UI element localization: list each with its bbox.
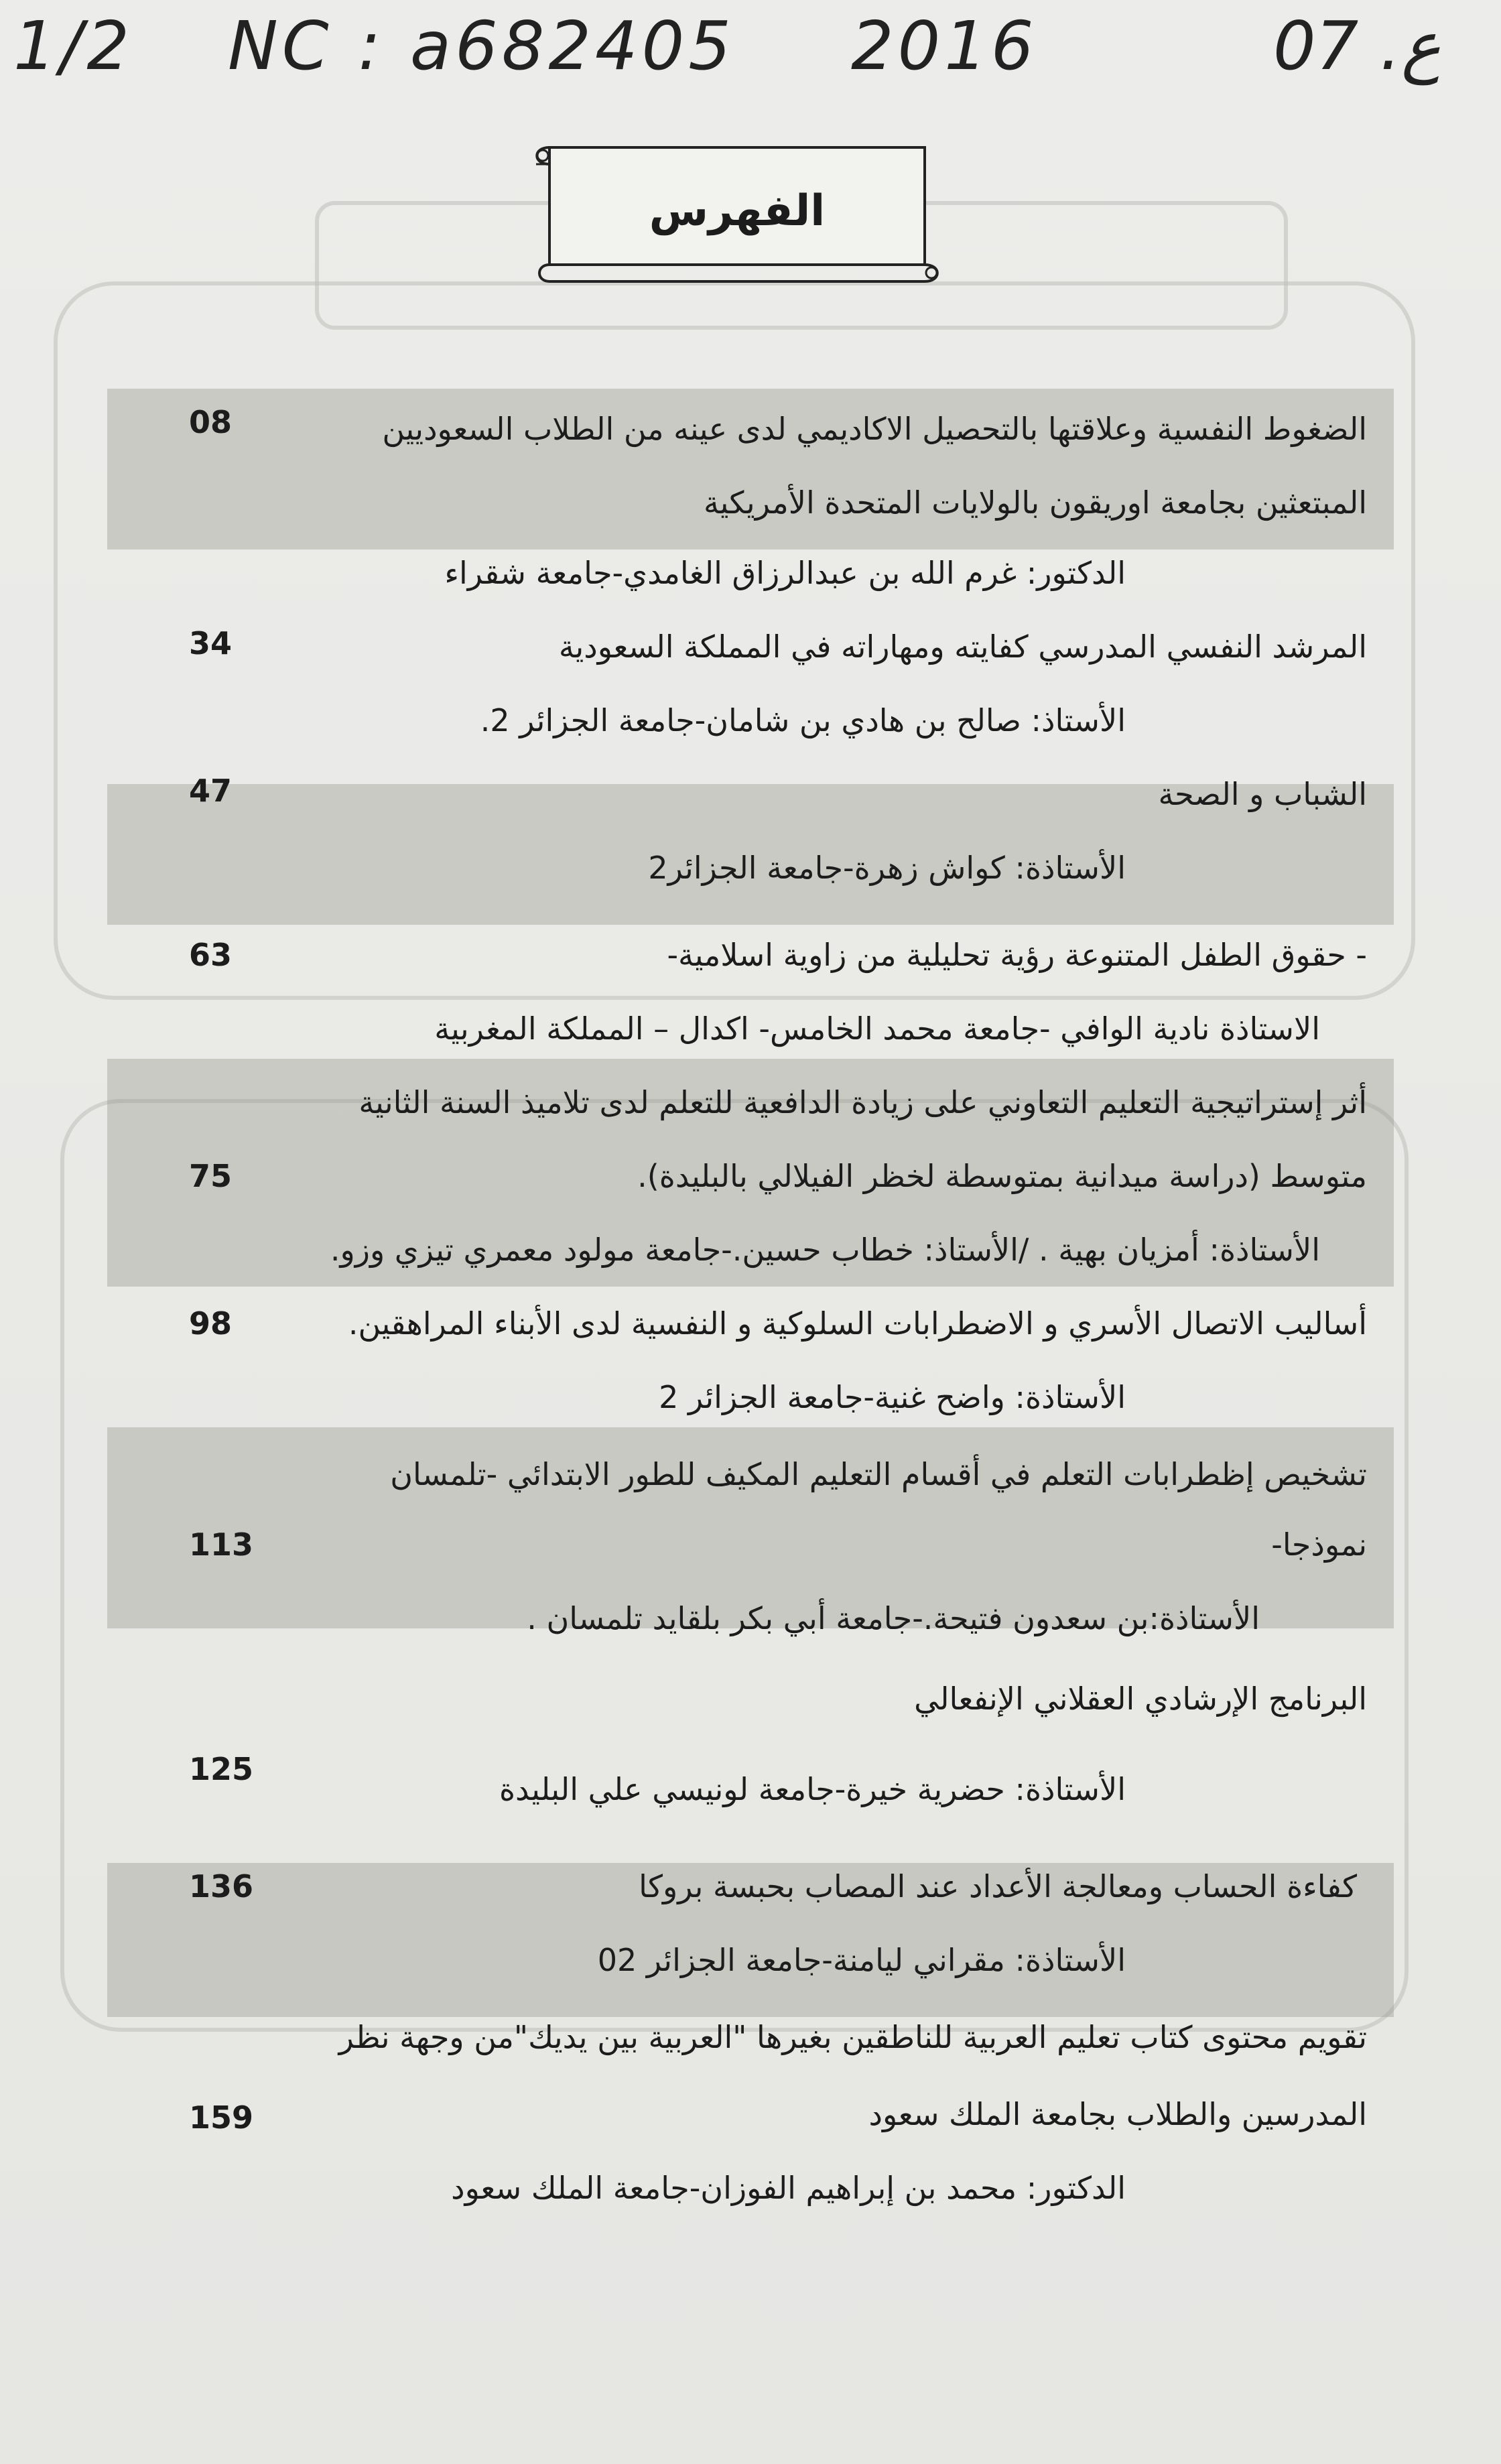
entry-title-line: متوسط (دراسة ميدانية بمتوسطة لخظر الفيلالي بالبليدة).	[637, 1158, 1367, 1194]
entry-page-number: 98	[189, 1305, 233, 1342]
entry-title-line: الضغوط النفسية وعلاقتها بالتحصيل الاكاديمي لدى عينه من الطلاب السعوديين	[382, 411, 1367, 447]
entry-author: الأستاذة: أمزيان بهية . /الأستاذ: خطاب حسين.-جامعة مولود معمري تيزي وزو.	[330, 1232, 1320, 1268]
entry-author: الأستاذة:بن سعدون فتيحة.-جامعة أبي بكر بلقايد تلمسان .	[527, 1600, 1260, 1636]
entry-page-number: 159	[189, 2099, 254, 2136]
handwritten-code: NC : a682405	[228, 7, 735, 85]
entry-title-line: تشخيص إظطرابات التعلم في أقسام التعليم المكيف للطور الابتدائي -تلمسان	[390, 1456, 1367, 1492]
handwritten-year: 2016	[851, 7, 1038, 85]
entry-page-number: 125	[189, 1751, 254, 1787]
entry-title-line: البرنامج الإرشادي العقلاني الإنفعالي	[914, 1681, 1367, 1717]
entry-page-number: 08	[189, 404, 233, 440]
entry-page-number: 136	[189, 1868, 254, 1904]
entry-title-line: أساليب الاتصال الأسري و الاضطرابات السلوكية و النفسية لدى الأبناء المراهقين.	[348, 1305, 1367, 1342]
entry-page-number: 63	[189, 937, 233, 973]
entry-page-number: 75	[189, 1158, 233, 1194]
entry-title-line: نموذجا-	[1271, 1527, 1367, 1563]
entry-title-line: أثر إستراتيجية التعليم التعاوني على زيادة الدافعية للتعلم لدى تلاميذ السنة الثانية	[358, 1084, 1367, 1120]
page-title: الفهرس	[649, 186, 826, 236]
entry-author: الأستاذة: واضح غنية-جامعة الجزائر 2	[659, 1379, 1126, 1415]
entry-author: الأستاذة: حضرية خيرة-جامعة لونيسي علي البليدة	[499, 1771, 1126, 1807]
entry-author: الاستاذة نادية الوافي -جامعة محمد الخامس- اكدال – المملكة المغربية	[434, 1011, 1320, 1047]
handwritten-ref: 07 .ع	[1273, 7, 1441, 85]
entry-title-line: - حقوق الطفل المتنوعة رؤية تحليلية من زاوية اسلامية-	[667, 937, 1367, 973]
entry-title-line: الشباب و الصحة	[1158, 776, 1367, 812]
entry-author: الأستاذة: مقراني ليامنة-جامعة الجزائر 02	[597, 1942, 1126, 1978]
entry-title-line: تقويم محتوى كتاب تعليم العربية للناطقين بغيرها "العربية بين يديك"من وجهة نظر	[338, 2019, 1367, 2055]
entry-title-line: المبتعثين بجامعة اوريقون بالولايات المتحدة الأمريكية	[703, 484, 1367, 521]
title-scroll	[523, 134, 952, 288]
entry-title-line: كفاءة الحساب ومعالجة الأعداد عند المصاب بحبسة بروكا	[639, 1868, 1357, 1904]
entry-author: الأستاذة: كواش زهرة-جامعة الجزائر2	[648, 850, 1126, 886]
entry-title-line: المرشد النفسي المدرسي كفايته ومهاراته في المملكة السعودية	[558, 629, 1367, 665]
entry-author: الدكتور: محمد بن إبراهيم الفوزان-جامعة الملك سعود	[451, 2170, 1126, 2206]
entry-page-number: 113	[189, 1527, 254, 1563]
entry-author: الأستاذ: صالح بن هادي بن شامان-جامعة الجزائر 2.	[480, 702, 1126, 738]
entry-page-number: 34	[189, 625, 233, 661]
entry-author: الدكتور: غرم الله بن عبدالرزاق الغامدي-جامعة شقراء	[444, 555, 1126, 591]
handwritten-fraction: 1/2	[13, 7, 133, 85]
entry-page-number: 47	[189, 773, 233, 809]
entry-title-line: المدرسين والطلاب بجامعة الملك سعود	[868, 2096, 1367, 2132]
